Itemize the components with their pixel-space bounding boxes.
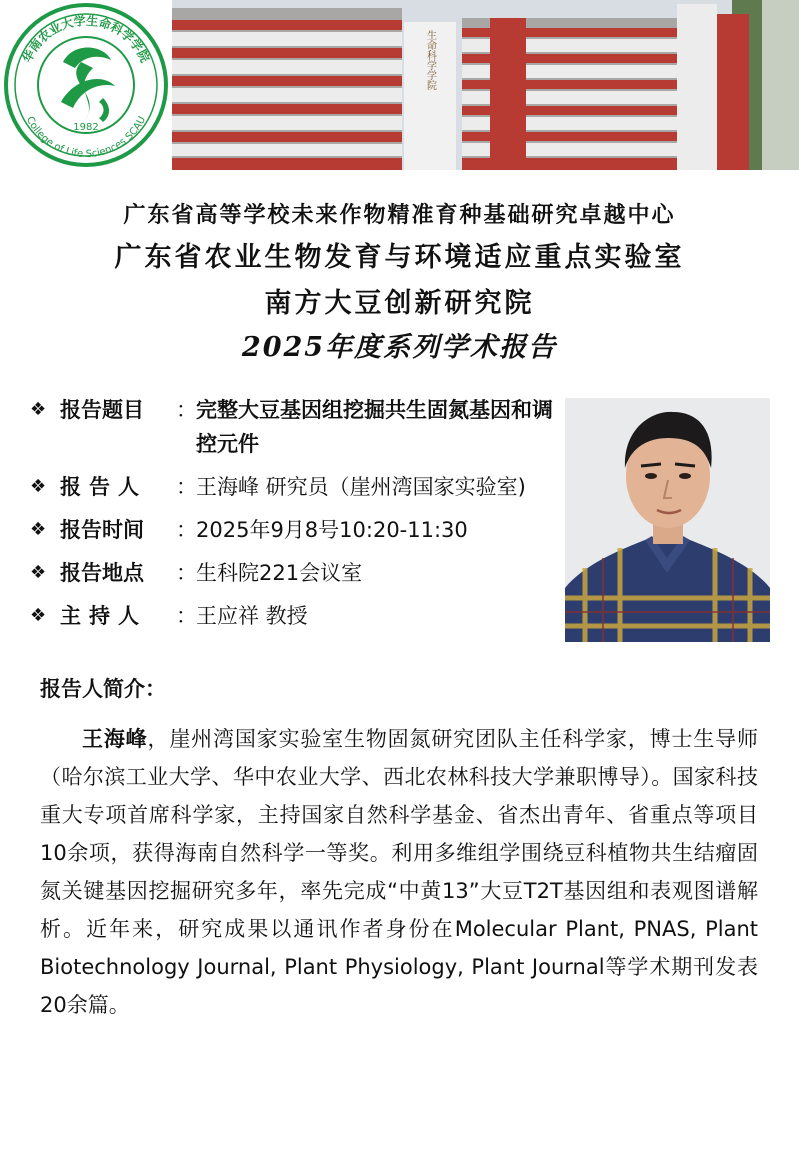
topic-label: 报告题目 [60,398,144,422]
svg-text:College of Life Sciences SCAU: College of Life Sciences SCAU [23,114,149,161]
info-row-topic [30,393,570,461]
speaker-value: 王海峰 研究员（崖州湾国家实验室) [196,475,526,499]
speaker-label: 报告人 [60,475,147,499]
title-line-2: 广东省农业生物发育与环境适应重点实验室 [114,242,685,273]
info-row-place [30,556,570,590]
title-line-1: 广东省高等学校未来作物精准育种基础研究卓越中心 [123,202,676,228]
header-banner [0,0,799,170]
colon-text: ： [176,475,197,499]
place-value: 生科院221会议室 [196,561,363,585]
svg-text:华南农业大学生命科学学院: 华南农业大学生命科学学院 [19,13,153,65]
colon-text: ： [176,518,197,542]
lecture-info-list [30,393,570,633]
colon-text: ： [176,561,197,585]
bio-heading: 报告人简介： [40,677,166,701]
time-value: 2025年9月8号10:20-11:30 [196,518,468,542]
colon-text: ： [176,604,197,628]
info-row-host [30,599,570,633]
college-logo [3,2,169,168]
title-line-3: 南方大豆创新研究院 [264,288,535,319]
diamond-bullet-icon: ❖ [30,519,47,540]
campus-building-photo [172,0,799,170]
diamond-bullet-icon: ❖ [30,562,47,583]
bio-speaker-name: 王海峰 [82,727,148,751]
info-row-speaker [30,470,570,504]
diamond-bullet-icon: ❖ [30,476,47,497]
speaker-portrait-image [565,398,770,642]
time-label: 报告时间 [60,518,144,542]
colon-text: ： [176,398,197,422]
event-titles [0,196,799,370]
speaker-photo [565,398,770,642]
building-sign-text: 生命科学学院 [424,30,436,90]
topic-value: 完整大豆基因组挖掘共生固氮基因和调控元件 [196,398,553,456]
info-row-time [30,513,570,547]
diamond-bullet-icon: ❖ [30,399,47,420]
bio-text: ，崖州湾国家实验室生物固氮研究团队主任科学家，博士生导师（哈尔滨工业大学、华中农业大学、西北农林科技大学兼职博导）。国家科技重大专项首席科学家，主持国家自然科学基金、省杰出青年、省重点等项目10余项，获得海南自然科学一等奖。利用多维组学围绕豆科植物共生结瘤固氮关键基因挖掘研究多年，率先完成“中黄13”大豆T2T基因组和表观图谱解析。近年来，研究成果以通讯作者身份在Molecular Plant, PNAS, Plant Biotechnology Journal, Plant Physiology, Plant Journal等学术期刊发表20余篇。 [40,727,758,1017]
diamond-bullet-icon: ❖ [30,605,47,626]
bio-paragraph [40,720,758,1024]
title-line-4: 2025年度系列学术报告 [241,332,558,363]
host-label: 主持人 [60,604,147,628]
svg-text:1982: 1982 [73,122,99,133]
place-label: 报告地点 [60,561,144,585]
host-value: 王应祥 教授 [196,604,308,628]
